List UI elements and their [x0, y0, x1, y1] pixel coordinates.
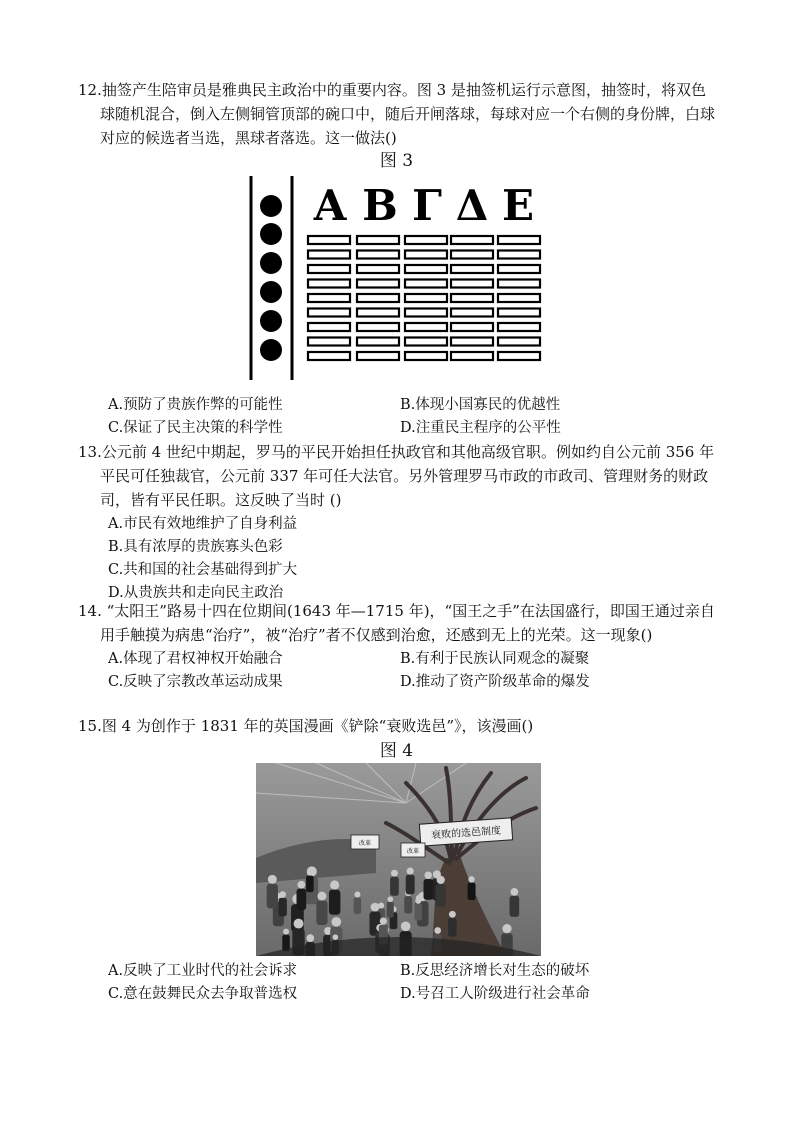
sign-text: 衰败的选邑制度 — [430, 825, 502, 842]
banner-text: 改革 — [406, 848, 420, 855]
option-b[interactable]: B.体现小国寡民的优越性 — [400, 397, 561, 413]
crowd-figure-body — [436, 884, 446, 907]
banner-reform-2 — [401, 843, 425, 857]
crowd-figure-head — [510, 888, 518, 896]
identity-token-slot — [405, 265, 447, 273]
crowd-figure-head — [387, 896, 393, 902]
tribe-letter: Γ — [412, 181, 442, 230]
crowd-figure-head — [268, 875, 277, 884]
figure-4-title: 图 4 — [379, 741, 414, 761]
black-ball — [260, 310, 282, 332]
identity-token-slot — [357, 265, 399, 273]
identity-token-slot — [498, 338, 540, 346]
option-d[interactable]: D.号召工人阶级进行社会革命 — [400, 986, 590, 1002]
identity-token-slot — [405, 338, 447, 346]
identity-token-slot — [308, 236, 350, 244]
identity-token-slot — [405, 251, 447, 259]
tribe-letter: Α — [313, 181, 347, 230]
crowd-figure-body — [404, 896, 412, 913]
identity-token-slot — [308, 280, 350, 288]
crowd-figure-body — [387, 902, 394, 918]
identity-token-slot — [357, 323, 399, 331]
crowd-figure-head — [279, 891, 286, 898]
crowd-figure-body — [390, 877, 399, 896]
option-c[interactable]: C.共和国的社会基础得到扩大 — [108, 562, 298, 578]
crowd-figure-body — [267, 884, 278, 909]
question-12-options — [78, 394, 718, 440]
black-ball — [260, 252, 282, 274]
question-12-stem: 12.抽签产生陪审员是雅典民主政治中的重要内容。图 3 是抽签机运行示意图，抽签时，将双色球随机混合，倒入左侧铜管顶部的碗口中，随后开闸落球，每球对应一个右侧的身份牌，白球对应的候选者当选，黑球者落选。这一做法() — [78, 81, 716, 147]
identity-token-slot — [451, 323, 493, 331]
option-c[interactable]: C.反映了宗教改革运动成果 — [108, 674, 283, 690]
crowd-figure-body — [329, 890, 340, 915]
banner-reform-1 — [351, 835, 379, 849]
cartoon-rotten-boroughs — [256, 763, 541, 956]
identity-token-slot — [405, 323, 447, 331]
crowd-figure-head — [407, 868, 414, 875]
identity-token-slot — [405, 280, 447, 288]
ball-column — [260, 195, 282, 361]
identity-token-slot — [405, 352, 447, 360]
crowd-figure-body — [306, 876, 313, 892]
crowd-figure-body — [448, 918, 457, 937]
black-ball — [260, 223, 282, 245]
identity-token-slot — [405, 294, 447, 302]
identity-token-slot — [498, 309, 540, 317]
black-ball — [260, 339, 282, 361]
question-15-stem: 15.图 4 为创作于 1831 年的英国漫画《铲除“衰败选邑”》，该漫画() — [78, 717, 534, 735]
option-b[interactable]: B.有利于民族认同观念的凝聚 — [400, 651, 590, 667]
crowd-figure-head — [297, 881, 305, 889]
question-15 — [78, 714, 718, 738]
identity-token-slot — [308, 309, 350, 317]
identity-token-slot — [451, 338, 493, 346]
crowd-figure-body — [415, 904, 423, 921]
question-14 — [78, 599, 718, 694]
identity-token-slot — [498, 323, 540, 331]
crowd-figure-head — [294, 919, 304, 929]
crowd-figure-head — [306, 934, 314, 942]
identity-token-slot — [405, 236, 447, 244]
crowd-figure-head — [391, 870, 398, 877]
crowd-figure-body — [297, 889, 307, 910]
identity-token-slot — [308, 352, 350, 360]
crowd-figure-body — [468, 883, 476, 901]
identity-token-slot — [308, 323, 350, 331]
identity-token-slot — [498, 236, 540, 244]
option-b[interactable]: B.具有浓厚的贵族寡头色彩 — [108, 539, 283, 555]
tribe-letters — [313, 181, 534, 230]
figure-3-title: 图 3 — [379, 151, 414, 171]
lottery-machine-diagram — [248, 174, 548, 384]
identity-token-slot — [451, 309, 493, 317]
option-a[interactable]: A.体现了君权神权开始融合 — [108, 651, 283, 667]
option-a[interactable]: A.预防了贵族作弊的可能性 — [108, 397, 283, 413]
option-a[interactable]: A.反映了工业时代的社会诉求 — [108, 963, 298, 979]
identity-token-slot — [498, 294, 540, 302]
crowd-figure-head — [401, 922, 411, 932]
identity-token-slot — [357, 251, 399, 259]
question-14-stem: 14. “太阳王”路易十四在位期间(1643 年—1715 年)，“国王之手”在法国盛行，即国王通过亲自用手触摸为病患“治疗”，被“治疗”者不仅感到治愈，还感到无上的光荣。这一现象() — [78, 602, 715, 644]
identity-token-slot — [405, 309, 447, 317]
identity-token-slot — [357, 236, 399, 244]
crowd-figure-body — [354, 898, 361, 914]
identity-token-slots — [308, 236, 540, 360]
identity-token-slot — [498, 251, 540, 259]
crowd-figure-head — [307, 870, 313, 876]
identity-token-slot — [357, 309, 399, 317]
option-b[interactable]: B.反思经济增长对生态的破坏 — [400, 963, 590, 979]
banner-text: 改革 — [358, 840, 372, 847]
crowd-figure-head — [354, 892, 360, 898]
crowd-figure-head — [380, 917, 387, 924]
identity-token-slot — [451, 265, 493, 273]
identity-token-slot — [308, 294, 350, 302]
identity-token-slot — [357, 280, 399, 288]
crowd-figure-head — [502, 924, 511, 933]
crowd-figure-body — [510, 896, 520, 917]
crowd-figure-head — [371, 903, 380, 912]
crowd-figure-head — [424, 872, 432, 880]
crowd-figure-body — [424, 879, 433, 900]
crowd-figure-head — [330, 880, 339, 889]
identity-token-slot — [451, 280, 493, 288]
identity-token-slot — [308, 338, 350, 346]
black-ball — [260, 281, 282, 303]
crowd-figure-body — [316, 901, 327, 925]
identity-token-slot — [498, 280, 540, 288]
crowd-figure-head — [449, 911, 456, 918]
crowd-figure-head — [331, 917, 341, 927]
option-c[interactable]: C.保证了民主决策的科学性 — [108, 420, 283, 436]
identity-token-slot — [357, 352, 399, 360]
option-c[interactable]: C.意在鼓舞民众去争取普选权 — [108, 986, 298, 1002]
crowd-figure-head — [283, 929, 289, 935]
identity-token-slot — [451, 236, 493, 244]
black-ball — [260, 195, 282, 217]
identity-token-slot — [451, 352, 493, 360]
crowd-figure-head — [437, 876, 445, 884]
identity-token-slot — [308, 265, 350, 273]
option-d[interactable]: D.注重民主程序的公平性 — [400, 420, 561, 436]
question-13-stem: 13.公元前 4 世纪中期起，罗马的平民开始担任执政官和其他高级官职。例如约自公元前 356 年平民可任独裁官，公元前 337 年可任大法官。另外管理罗马市政的市政司、管理财务的财政司，皆有平民任职。这反映了当时 () — [78, 443, 715, 509]
crowd-figure-body — [278, 898, 286, 916]
crowd-figure-head — [415, 898, 421, 904]
identity-token-slot — [357, 294, 399, 302]
identity-token-slot — [451, 294, 493, 302]
question-15-options — [78, 960, 718, 1006]
identity-token-slot — [451, 251, 493, 259]
identity-token-slot — [498, 352, 540, 360]
crowd-figure-body — [406, 875, 415, 895]
question-12 — [78, 78, 718, 150]
identity-token-slot — [498, 265, 540, 273]
option-d[interactable]: D.推动了资产阶级革命的爆发 — [400, 674, 590, 690]
question-13 — [78, 440, 718, 605]
tribe-letter: Δ — [455, 181, 489, 230]
option-a[interactable]: A.市民有效地维护了自身利益 — [108, 516, 298, 532]
identity-token-slot — [308, 251, 350, 259]
crowd-figure-head — [468, 876, 474, 882]
crowd-figure-head — [434, 927, 441, 934]
crowd-figure-head — [317, 892, 326, 901]
option-d[interactable]: D.从贵族共和走向民主政治 — [108, 585, 284, 601]
crowd-figure-head — [333, 934, 339, 940]
tribe-letter: Β — [362, 181, 398, 230]
identity-token-slot — [357, 338, 399, 346]
tribe-letter: Ε — [501, 181, 535, 230]
